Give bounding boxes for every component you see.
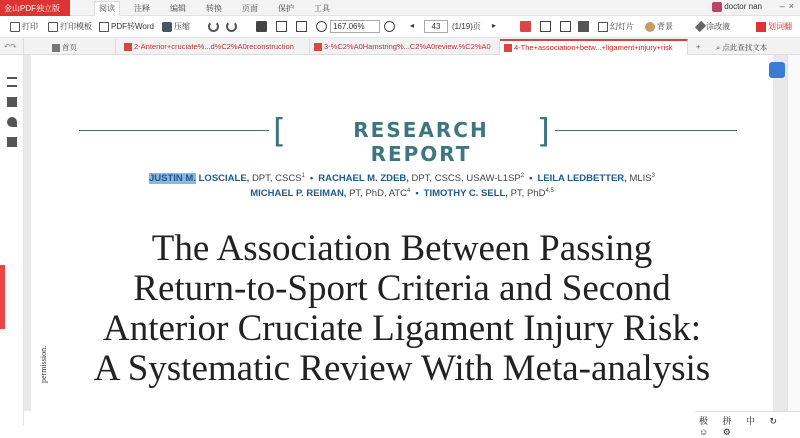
affiliation-sup: 2	[520, 173, 525, 179]
eye-protect-button[interactable]	[697, 21, 730, 32]
permission-note: permission.	[39, 345, 48, 383]
tab-document-1[interactable]	[120, 39, 310, 55]
translate-icon	[756, 22, 766, 32]
pdf-to-word-button[interactable]	[99, 21, 154, 32]
print-template-button[interactable]	[48, 21, 92, 32]
menu-protect[interactable]: 保护	[278, 4, 294, 13]
search-icon: ⌕	[716, 43, 723, 52]
tab-document-3[interactable]	[500, 39, 688, 55]
background-label: 背景	[657, 22, 673, 31]
next-page-icon[interactable]: ▸	[492, 21, 497, 30]
find-text-search[interactable]	[712, 39, 800, 55]
compress-button[interactable]	[162, 21, 190, 32]
app-menu-button[interactable]: 金山PDF独立版	[0, 0, 70, 16]
fit-width-icon[interactable]	[276, 21, 287, 32]
author-line-1: JUSTIN M. LOSCIALE, DPT, CSCS$^1$ • RACHAEL M. ZDEB, DPT, CSCS, USAW-$L1SP^2$ • LEILA LEDBETTER, MLIS$^3$	[149, 173, 655, 184]
thumbnail-icon[interactable]	[7, 97, 17, 107]
left-sidebar	[0, 55, 24, 426]
page-number-input[interactable]: 43	[424, 20, 448, 33]
user-account[interactable]	[712, 2, 762, 12]
eraser-icon	[695, 21, 706, 32]
menu-annotate[interactable]: 注释	[134, 4, 150, 13]
compress-label: 压缩	[174, 22, 190, 31]
printer-icon	[48, 22, 58, 32]
pdf-icon	[504, 44, 512, 52]
author-name: LOSCIALE,	[198, 173, 250, 184]
author-credentials: PT, PhD, ATC	[349, 188, 407, 199]
menu-tools[interactable]: 工具	[314, 4, 330, 13]
home-icon	[52, 44, 60, 52]
sidebar-toggle-handle[interactable]	[0, 265, 5, 329]
print-label: 打印	[22, 22, 38, 31]
rotate-right-icon[interactable]	[226, 21, 237, 32]
author-name: LEILA LEDBETTER,	[537, 173, 627, 184]
fit-page-icon[interactable]	[256, 21, 267, 32]
author-credentials: PT, PhD	[510, 188, 546, 199]
user-name: doctor nan	[724, 2, 762, 12]
tab-home-label: 首页	[62, 43, 77, 52]
affiliation-sup: 1	[301, 173, 305, 179]
background-button[interactable]	[645, 21, 673, 32]
pdf-icon	[124, 43, 132, 51]
author-name: RACHAEL M. ZDEB,	[318, 173, 409, 184]
header-rule-right	[555, 130, 737, 131]
slides-label: 幻灯片	[610, 22, 634, 31]
ime-status-bar: 极 拼 中 ↻ ☺ ⚙	[695, 411, 800, 426]
single-page-icon[interactable]	[296, 21, 307, 32]
continuous-icon[interactable]	[560, 21, 571, 32]
rotate-left-icon[interactable]	[208, 21, 219, 32]
menu-page[interactable]: 页面	[242, 4, 258, 13]
pdf-to-word-label: PDF转Word	[111, 22, 154, 31]
attachment-icon[interactable]	[7, 137, 17, 147]
affiliation-sup: 4	[407, 188, 411, 194]
bookmark-icon[interactable]	[520, 21, 531, 32]
print-button[interactable]	[10, 21, 38, 32]
translate-label: 划词翻	[768, 22, 792, 31]
title-line: Return-to-Sport Criteria and Second	[133, 268, 671, 309]
avatar	[712, 2, 722, 12]
page-total: (1/19)页	[452, 22, 481, 31]
new-tab-button[interactable]: +	[696, 42, 701, 51]
floating-tool-button[interactable]	[769, 62, 785, 78]
section-label: RESEARCH REPORT	[353, 118, 489, 166]
vertical-scrollbar[interactable]	[787, 55, 800, 411]
menu-read[interactable]: 阅读	[94, 1, 120, 16]
outline-icon[interactable]	[7, 77, 17, 87]
ime-mode[interactable]: 极 拼 中	[699, 416, 762, 426]
title-line: The Association Between Passing	[151, 228, 653, 269]
slides-button[interactable]	[598, 21, 634, 32]
printer-icon	[10, 22, 20, 32]
author-credentials: DPT, CSCS	[251, 173, 302, 184]
eye-protect-label: 涂改液	[706, 22, 730, 31]
menu-edit[interactable]: 编辑	[170, 4, 186, 13]
title-line: A Systematic Review With Meta-analysis	[93, 348, 711, 389]
find-text-label: 点此查找文本	[722, 43, 768, 52]
header-rule-left	[79, 130, 269, 131]
close-icon[interactable]: ×	[788, 1, 798, 11]
zoom-select[interactable]: 167.06%	[330, 20, 380, 33]
author-line-2: MICHAEL P. REIMAN, PT, PhD, ATC$^4$ • TIMOTHY C. SELL, PT, PhD$^{4,5}$	[250, 188, 554, 199]
slides-icon	[598, 22, 608, 32]
zoom-out-icon[interactable]	[316, 21, 327, 32]
title-line: Anterior Cruciate Ligament Injury Risk:	[102, 308, 702, 349]
zoom-in-icon[interactable]	[384, 21, 395, 32]
author-name: MICHAEL P. REIMAN,	[250, 188, 347, 199]
menu-convert[interactable]: 转换	[206, 4, 222, 13]
author-credentials: DPT, CSCS, USAW-L1SP	[411, 173, 521, 184]
view-mode-icon[interactable]	[578, 21, 589, 32]
menu-bar	[0, 0, 800, 16]
translate-button[interactable]	[756, 21, 792, 32]
window-controls	[780, 1, 798, 11]
tab-nav-back[interactable]: ↶↷	[0, 39, 24, 55]
toolbar	[0, 16, 800, 38]
tab-bar	[0, 38, 800, 55]
bracket-left: [	[273, 111, 286, 150]
tab-document-1-label: 2-Anterior+cruciate%...d%C2%A0reconstruction	[134, 42, 294, 51]
author-name-highlighted[interactable]: JUSTIN M.	[149, 173, 196, 184]
document-viewport[interactable]	[24, 55, 787, 411]
double-page-icon[interactable]	[540, 21, 551, 32]
pdf-icon	[314, 43, 322, 51]
minimize-icon[interactable]: –	[779, 1, 789, 11]
article-title	[31, 229, 773, 389]
affiliation-sup: 4,5	[545, 188, 554, 194]
pdf-page	[31, 55, 773, 411]
affiliation-sup: 3	[651, 173, 655, 179]
palette-icon	[645, 22, 655, 32]
tab-home[interactable]	[48, 39, 116, 55]
prev-page-icon[interactable]: ◂	[410, 21, 415, 30]
annotation-icon[interactable]	[7, 117, 17, 127]
tab-document-2[interactable]	[310, 39, 500, 55]
word-icon	[99, 22, 109, 32]
tab-document-2-label: 3-%C2%A0Hamstring%...C2%A0review.%C2%A0	[324, 42, 491, 51]
bracket-right: ]	[537, 111, 550, 150]
author-credentials: MLIS	[629, 173, 652, 184]
tab-document-3-label: 4-The+association+betw...+ligament+injury+risk	[514, 43, 673, 52]
compress-icon	[162, 22, 172, 32]
author-name: TIMOTHY C. SELL,	[423, 188, 508, 199]
print-template-label: 打印模板	[60, 22, 92, 31]
